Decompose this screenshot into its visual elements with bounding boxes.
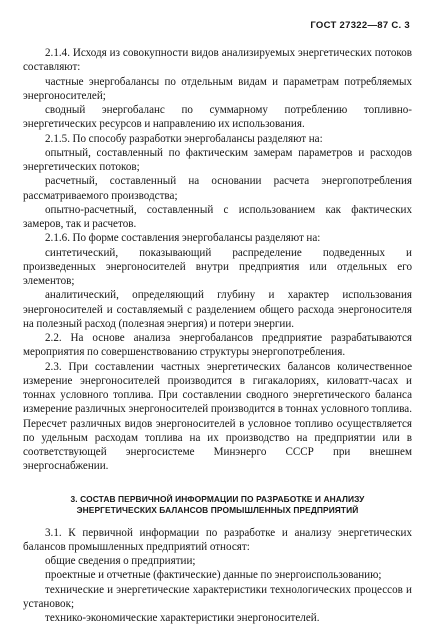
running-head: ГОСТ 27322—87 С. 3 [23, 20, 410, 36]
paragraph-2-2: 2.2. На основе анализа энергобалансов предприятие разрабатываются мероприятия по совершенствованию структуры энергопотребления. [23, 331, 412, 360]
paragraph-partial-balances: частные энергобалансы по отдельным видам и параметрам потребляемых энергоносителей; [23, 75, 412, 104]
section-3-heading-line1: 3. СОСТАВ ПЕРВИЧНОЙ ИНФОРМАЦИИ ПО РАЗРАБОТКЕ И АНАЛИЗУ [27, 494, 408, 505]
paragraph-experimental: опытный, составленный по фактическим замерам параметров и расходов энергетических потоков; [23, 146, 412, 175]
paragraph-synthetic: синтетический, показывающий распределение подведенных и произведенных энергоносителей внутри предприятия или отдельных его элементов; [23, 246, 412, 289]
section-3-heading [27, 494, 408, 516]
section-3-body [23, 526, 412, 625]
paragraph-3-1: 3.1. К первичной информации по разработке и анализу энергетических балансов промышленных предприятий относят: [23, 526, 412, 555]
paragraph-calculated: расчетный, составленный на основании расчета энергопотребления рассматриваемого производства; [23, 174, 412, 203]
paragraph-experimental-calculated: опытно-расчетный, составленный с использованием как фактических замеров, так и расчетов. [23, 203, 412, 232]
paragraph-general-info: общие сведения о предприятии; [23, 554, 412, 568]
paragraph-econ-characteristics: технико-экономические характеристики энергоносителей. [23, 611, 412, 625]
paragraph-summary-balance: сводный энергобаланс по суммарному потреблению топливно-энергетических ресурсов и направлению их использования. [23, 103, 412, 132]
section-3-heading-line2: ЭНЕРГЕТИЧЕСКИХ БАЛАНСОВ ПРОМЫШЛЕННЫХ ПРЕДПРИЯТИЙ [27, 505, 408, 516]
paragraph-2-3: 2.3. При составлении частных энергетических балансов количественное измерение энергоносителей производится в гигакалориях, киловатт-часах и тоннах условного топлива. При составлении сводного энергетического баланса измерение различных энергоносителей производится в тоннах условного топлива. Пересчет различных видов энергоносителей в условное топливо осуществляется по удельным расходам топлива на их производство на предприятии или в соответствующей энергосистеме Минэнерго СССР при внешнем энергоснабжении. [23, 360, 412, 474]
paragraph-2-1-5: 2.1.5. По способу разработки энергобалансы разделяют на: [23, 132, 412, 146]
paragraph-2-1-4: 2.1.4. Исходя из совокупности видов анализируемых энергетических потоков составляют: [23, 46, 412, 75]
body-text [23, 46, 412, 474]
paragraph-2-1-6: 2.1.6. По форме составления энергобалансы разделяют на: [23, 231, 412, 245]
paragraph-design-data: проектные и отчетные (фактические) данные по энергоиспользованию; [23, 568, 412, 582]
paragraph-analytical: аналитический, определяющий глубину и характер использования энергоносителей и составляемый с разделением общего расхода энергоносителя на полезный расход (полезная энергия) и потери энергии. [23, 288, 412, 331]
paragraph-tech-characteristics: технические и энергетические характеристики технологических процессов и установок; [23, 583, 412, 612]
